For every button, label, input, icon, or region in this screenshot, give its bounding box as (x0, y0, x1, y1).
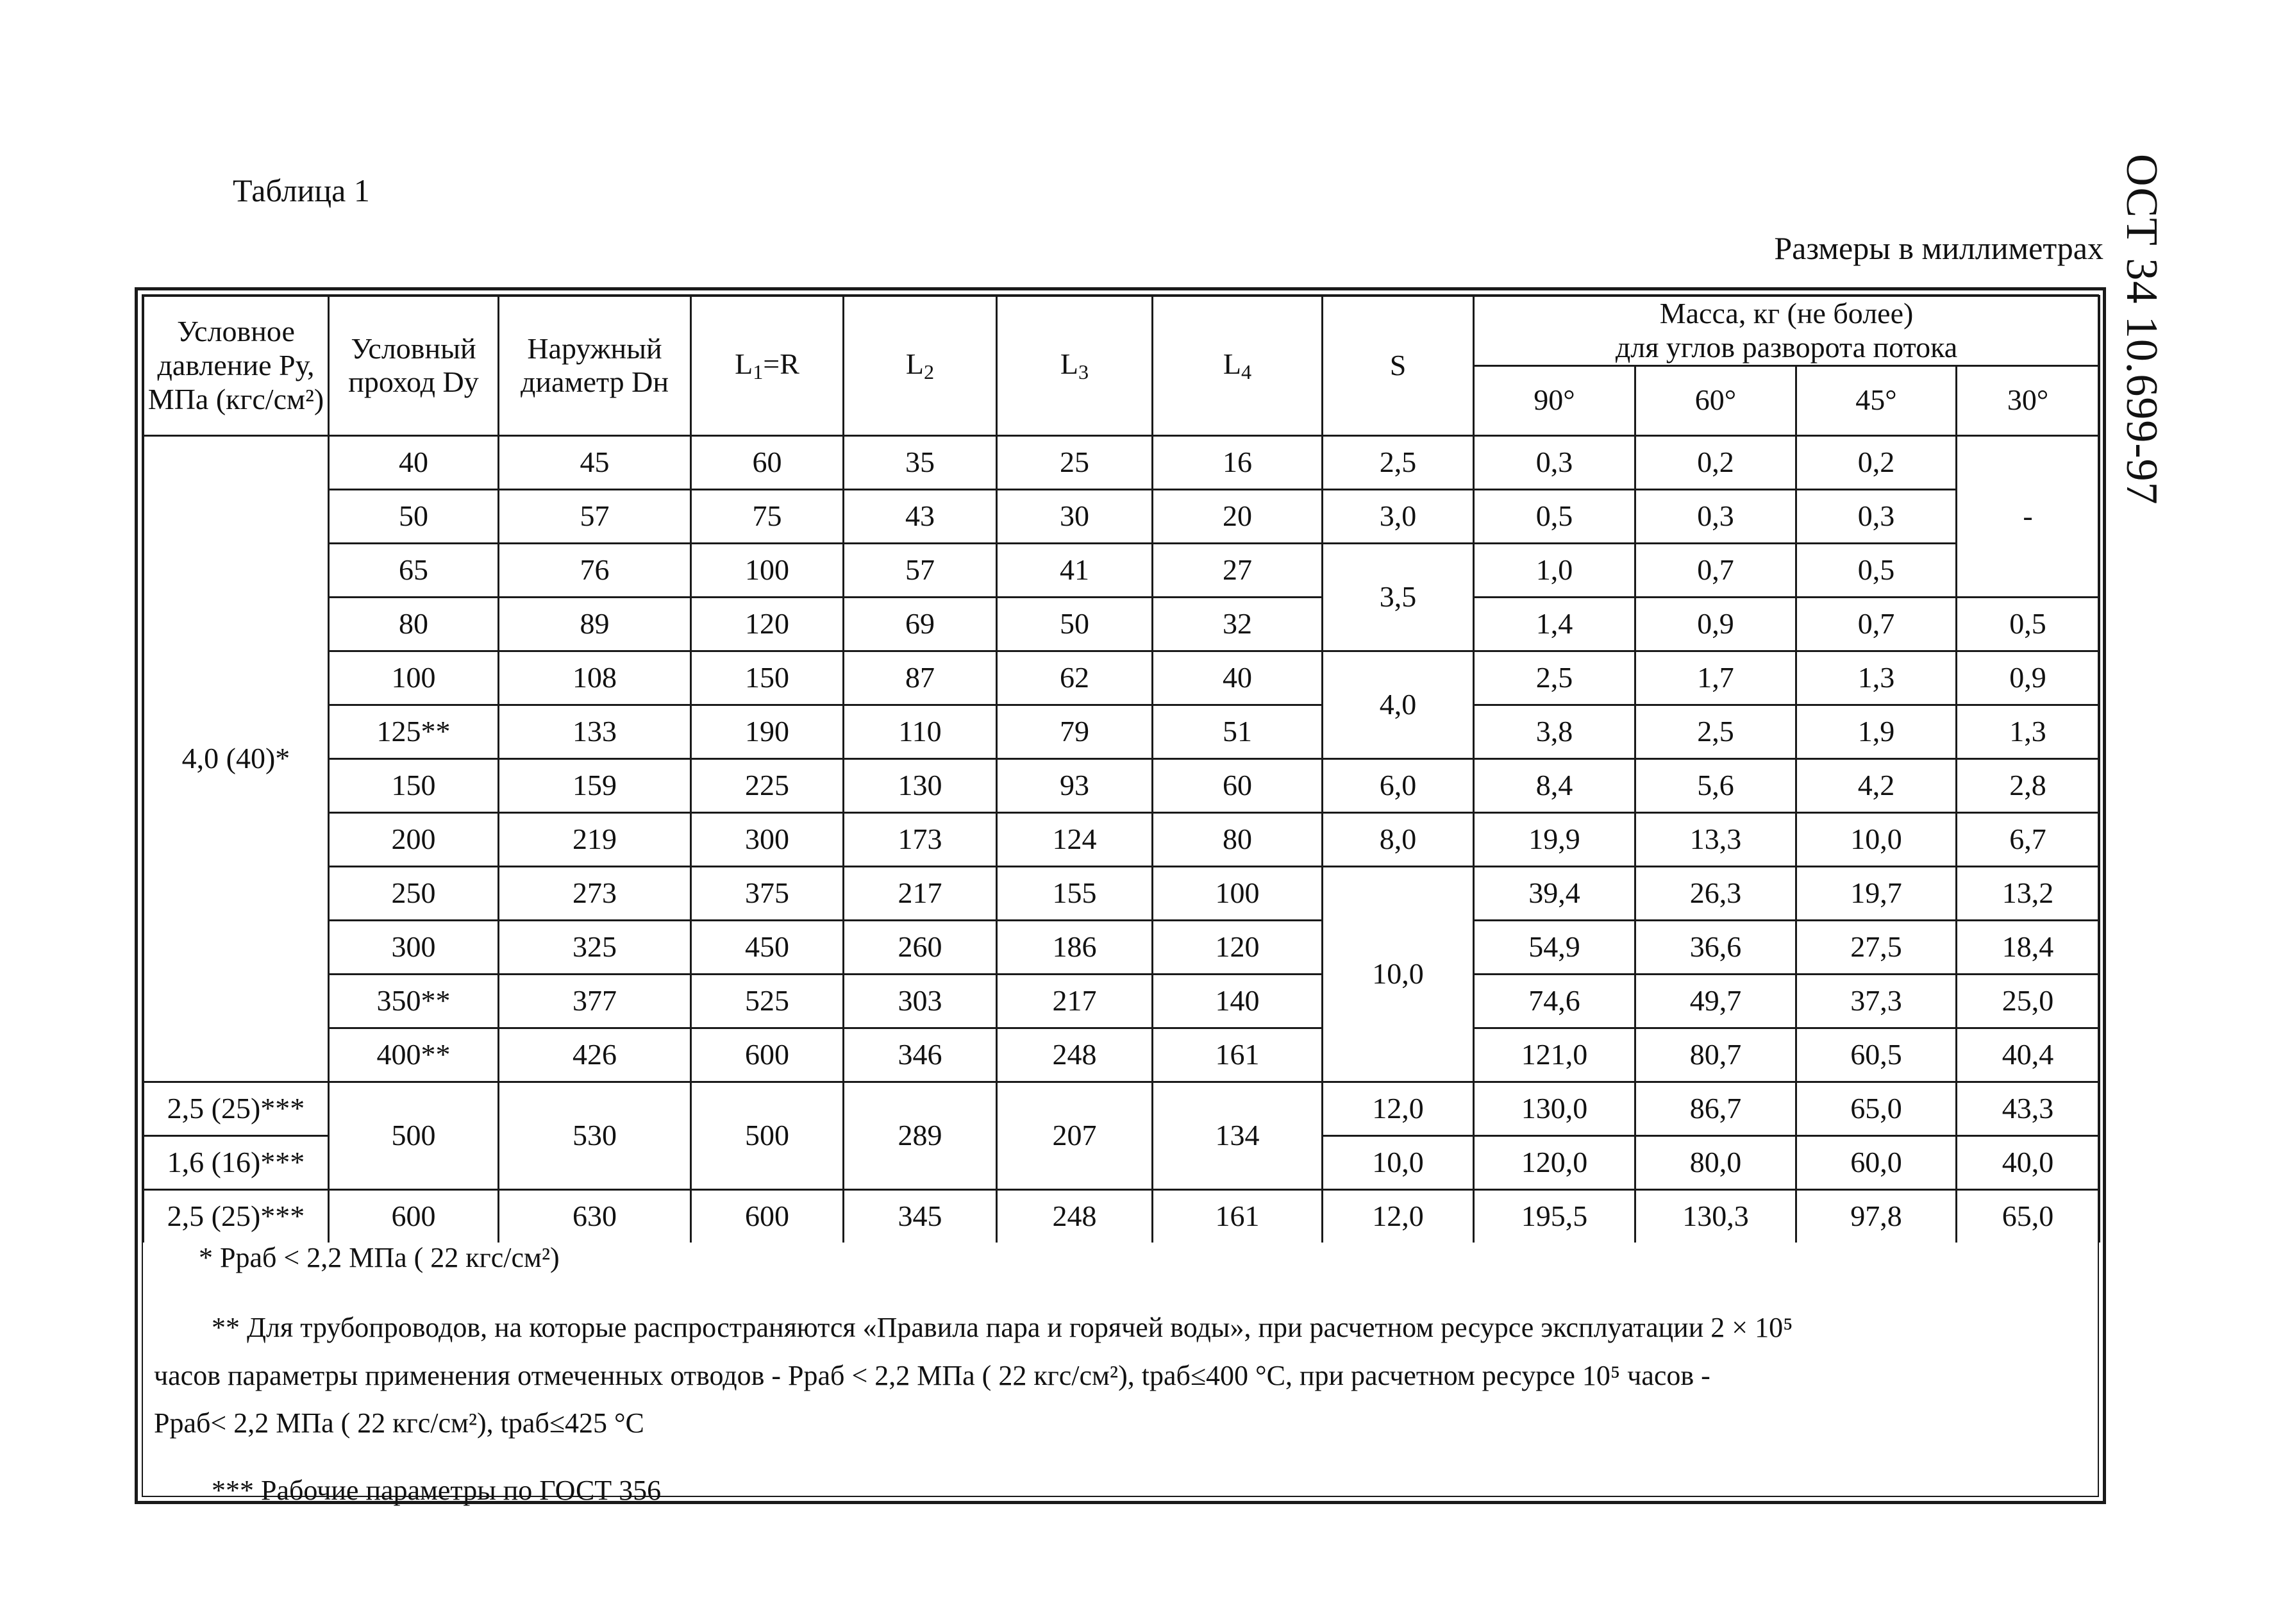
cell-l1: 600 (691, 1028, 844, 1082)
header-l1: $L_1=R$ (691, 296, 844, 436)
cell-m45: 4,2 (1796, 758, 1957, 812)
cell-m45: 0,2 (1796, 435, 1957, 489)
header-l3: $L_3$ (997, 296, 1153, 436)
cell-l1: 300 (691, 812, 844, 866)
cell-l4: 161 (1153, 1028, 1323, 1082)
cell-m60: 5,6 (1635, 758, 1796, 812)
cell-dy: 350** (329, 974, 499, 1028)
cell-m45: 60,5 (1796, 1028, 1957, 1082)
cell-m45: 37,3 (1796, 974, 1957, 1028)
header-angle-60: 60° (1635, 365, 1796, 435)
cell-l3: 25 (997, 435, 1153, 489)
cell-l3: 41 (997, 543, 1153, 597)
cell-l3: 248 (997, 1028, 1153, 1082)
cell-m30-dash: - (1957, 435, 2100, 597)
table-row (144, 1082, 2100, 1135)
table-row (144, 866, 2100, 920)
cell-l2: 346 (844, 1028, 997, 1082)
cell-l4: 140 (1153, 974, 1323, 1028)
cell-m60: 49,7 (1635, 974, 1796, 1028)
cell-l1: 100 (691, 543, 844, 597)
cell-m60: 0,7 (1635, 543, 1796, 597)
table-row (144, 812, 2100, 866)
cell-dn: 133 (499, 705, 691, 758)
cell-l2: 217 (844, 866, 997, 920)
cell-l4: 161 (1153, 1189, 1323, 1243)
header-l2: $L_2$ (844, 296, 997, 436)
cell-l3: 62 (997, 651, 1153, 705)
cell-dn: 219 (499, 812, 691, 866)
units-note: Размеры в миллиметрах (1774, 230, 2103, 266)
cell-dy: 150 (329, 758, 499, 812)
cell-dy: 600 (329, 1189, 499, 1243)
cell-dn: 57 (499, 489, 691, 543)
cell-m45: 1,3 (1796, 651, 1957, 705)
cell-m45: 0,7 (1796, 597, 1957, 651)
cell-m45: 65,0 (1796, 1082, 1957, 1135)
footnotes (154, 1234, 2084, 1515)
cell-m90: 54,9 (1474, 920, 1635, 974)
cell-m90: 3,8 (1474, 705, 1635, 758)
cell-s-merged: 10,0 (1323, 866, 1474, 1082)
cell-m60: 1,7 (1635, 651, 1796, 705)
footnote-3: *** Рабочие параметры по ГОСТ 356 (212, 1475, 662, 1507)
cell-m60: 26,3 (1635, 866, 1796, 920)
cell-dn: 630 (499, 1189, 691, 1243)
table-row (144, 543, 2100, 597)
cell-m30: 0,9 (1957, 651, 2100, 705)
cell-m60: 0,2 (1635, 435, 1796, 489)
cell-m90: 1,0 (1474, 543, 1635, 597)
cell-m90: 121,0 (1474, 1028, 1635, 1082)
cell-m30: 43,3 (1957, 1082, 2100, 1135)
table-row (144, 651, 2100, 705)
table-row (144, 435, 2100, 489)
cell-s: 12,0 (1323, 1189, 1474, 1243)
cell-m60: 0,9 (1635, 597, 1796, 651)
cell-m30: 6,7 (1957, 812, 2100, 866)
cell-l3: 248 (997, 1189, 1153, 1243)
pressure-group-2b: 1,6 (16)*** (144, 1135, 329, 1189)
cell-s-merged: 3,5 (1323, 543, 1474, 651)
pressure-group-3: 2,5 (25)*** (144, 1189, 329, 1243)
cell-l4: 16 (1153, 435, 1323, 489)
cell-m45: 1,9 (1796, 705, 1957, 758)
header-outer-diameter: Наружный диаметр Dн (499, 296, 691, 436)
cell-l2: 130 (844, 758, 997, 812)
cell-l2: 69 (844, 597, 997, 651)
cell-m30: 1,3 (1957, 705, 2100, 758)
cell-m45: 60,0 (1796, 1135, 1957, 1189)
cell-l2: 345 (844, 1189, 997, 1243)
cell-l2: 173 (844, 812, 997, 866)
cell-dn: 45 (499, 435, 691, 489)
cell-dy: 40 (329, 435, 499, 489)
cell-l2: 260 (844, 920, 997, 974)
cell-m45: 10,0 (1796, 812, 1957, 866)
table-label: Таблица 1 (233, 172, 370, 208)
cell-dn: 76 (499, 543, 691, 597)
cell-dy: 200 (329, 812, 499, 866)
cell-l3: 207 (997, 1082, 1153, 1189)
cell-m90: 120,0 (1474, 1135, 1635, 1189)
cell-l2: 289 (844, 1082, 997, 1189)
cell-dy: 250 (329, 866, 499, 920)
cell-l1: 150 (691, 651, 844, 705)
cell-l3: 217 (997, 974, 1153, 1028)
cell-l1: 450 (691, 920, 844, 974)
cell-m60: 130,3 (1635, 1189, 1796, 1243)
cell-m60: 80,0 (1635, 1135, 1796, 1189)
header-l4: $L_4$ (1153, 296, 1323, 436)
cell-m60: 0,3 (1635, 489, 1796, 543)
cell-l1: 60 (691, 435, 844, 489)
cell-l4: 40 (1153, 651, 1323, 705)
cell-dy: 300 (329, 920, 499, 974)
cell-dy: 400** (329, 1028, 499, 1082)
header-pressure: Условное давление Ру, МПа (кгс/см²) (144, 296, 329, 436)
cell-m30: 0,5 (1957, 597, 2100, 651)
cell-m45: 27,5 (1796, 920, 1957, 974)
cell-m60: 86,7 (1635, 1082, 1796, 1135)
cell-dn: 377 (499, 974, 691, 1028)
cell-dy: 80 (329, 597, 499, 651)
cell-s-merged: 4,0 (1323, 651, 1474, 758)
cell-s: 6,0 (1323, 758, 1474, 812)
cell-l4: 32 (1153, 597, 1323, 651)
cell-l2: 110 (844, 705, 997, 758)
cell-l3: 186 (997, 920, 1153, 974)
cell-l2: 303 (844, 974, 997, 1028)
cell-s: 12,0 (1323, 1082, 1474, 1135)
cell-dy: 65 (329, 543, 499, 597)
cell-m30: 40,0 (1957, 1135, 2100, 1189)
cell-dn: 530 (499, 1082, 691, 1189)
cell-dn: 325 (499, 920, 691, 974)
cell-m90: 8,4 (1474, 758, 1635, 812)
cell-m60: 36,6 (1635, 920, 1796, 974)
cell-l4: 51 (1153, 705, 1323, 758)
cell-l4: 20 (1153, 489, 1323, 543)
footnote-2-line-2: часов параметры применения отмеченных отводов - Рраб < 2,2 МПа ( 22 кгс/см²), tраб≤400 °C, при расчетном ресурсе 10⁵ часов - (154, 1359, 1710, 1391)
header-s: S (1323, 296, 1474, 436)
header-mass: Масса, кг (не более) для углов разворота потока (1474, 296, 2100, 366)
cell-dy: 125** (329, 705, 499, 758)
cell-dy: 500 (329, 1082, 499, 1189)
cell-l1: 225 (691, 758, 844, 812)
cell-l2: 43 (844, 489, 997, 543)
cell-l1: 75 (691, 489, 844, 543)
cell-l1: 600 (691, 1189, 844, 1243)
cell-l3: 155 (997, 866, 1153, 920)
table-row (144, 597, 2100, 651)
cell-m90: 195,5 (1474, 1189, 1635, 1243)
cell-dn: 426 (499, 1028, 691, 1082)
cell-m90: 130,0 (1474, 1082, 1635, 1135)
cell-l4: 27 (1153, 543, 1323, 597)
cell-dy: 100 (329, 651, 499, 705)
cell-l4: 100 (1153, 866, 1323, 920)
cell-dn: 108 (499, 651, 691, 705)
cell-m45: 0,3 (1796, 489, 1957, 543)
cell-m60: 2,5 (1635, 705, 1796, 758)
cell-m45: 19,7 (1796, 866, 1957, 920)
pressure-group-2a: 2,5 (25)*** (144, 1082, 329, 1135)
cell-dn: 89 (499, 597, 691, 651)
cell-dn: 159 (499, 758, 691, 812)
cell-l1: 190 (691, 705, 844, 758)
footnote-1: * Рраб < 2,2 МПа ( 22 кгс/см²) (199, 1242, 560, 1273)
cell-s: 10,0 (1323, 1135, 1474, 1189)
header-angle-45: 45° (1796, 365, 1957, 435)
cell-l4: 134 (1153, 1082, 1323, 1189)
cell-l4: 120 (1153, 920, 1323, 974)
cell-m90: 19,9 (1474, 812, 1635, 866)
cell-m30: 18,4 (1957, 920, 2100, 974)
cell-m45: 0,5 (1796, 543, 1957, 597)
document-code: ОСТ 34 10.699-97 (2117, 154, 2166, 505)
cell-m60: 13,3 (1635, 812, 1796, 866)
cell-l1: 120 (691, 597, 844, 651)
table-row (144, 974, 2100, 1028)
cell-m30: 13,2 (1957, 866, 2100, 920)
table-row (144, 1028, 2100, 1082)
header-row-1 (144, 296, 2100, 366)
cell-l4: 60 (1153, 758, 1323, 812)
cell-l1: 500 (691, 1082, 844, 1189)
cell-m30: 65,0 (1957, 1189, 2100, 1243)
cell-m30: 25,0 (1957, 974, 2100, 1028)
footnote-2-line-1: ** Для трубопроводов, на которые распространяются «Правила пара и горячей воды», при расчетном ресурсе эксплуатации 2 × 10⁵ (212, 1311, 1793, 1343)
cell-l3: 93 (997, 758, 1153, 812)
table-row (144, 758, 2100, 812)
cell-m45: 97,8 (1796, 1189, 1957, 1243)
table-row (144, 489, 2100, 543)
cell-s: 3,0 (1323, 489, 1474, 543)
dimensions-table (142, 295, 2100, 1243)
cell-l3: 79 (997, 705, 1153, 758)
cell-m90: 74,6 (1474, 974, 1635, 1028)
cell-s: 2,5 (1323, 435, 1474, 489)
cell-l4: 80 (1153, 812, 1323, 866)
pressure-group-1: 4,0 (40)* (144, 435, 329, 1082)
cell-s: 8,0 (1323, 812, 1474, 866)
cell-l2: 87 (844, 651, 997, 705)
table-row (144, 920, 2100, 974)
cell-l3: 30 (997, 489, 1153, 543)
cell-m90: 39,4 (1474, 866, 1635, 920)
cell-m60: 80,7 (1635, 1028, 1796, 1082)
cell-l2: 57 (844, 543, 997, 597)
cell-l2: 35 (844, 435, 997, 489)
cell-m90: 1,4 (1474, 597, 1635, 651)
cell-l1: 375 (691, 866, 844, 920)
cell-m90: 0,5 (1474, 489, 1635, 543)
cell-m90: 2,5 (1474, 651, 1635, 705)
cell-l3: 50 (997, 597, 1153, 651)
cell-m30: 2,8 (1957, 758, 2100, 812)
header-bore: Условный проход Dу (329, 296, 499, 436)
header-angle-30: 30° (1957, 365, 2100, 435)
table-row (144, 705, 2100, 758)
cell-dy: 50 (329, 489, 499, 543)
cell-m30: 40,4 (1957, 1028, 2100, 1082)
cell-m90: 0,3 (1474, 435, 1635, 489)
header-angle-90: 90° (1474, 365, 1635, 435)
cell-l3: 124 (997, 812, 1153, 866)
cell-dn: 273 (499, 866, 691, 920)
footnote-2-line-3: Рраб< 2,2 МПа ( 22 кгс/см²), tраб≤425 °C (154, 1407, 644, 1439)
cell-l1: 525 (691, 974, 844, 1028)
